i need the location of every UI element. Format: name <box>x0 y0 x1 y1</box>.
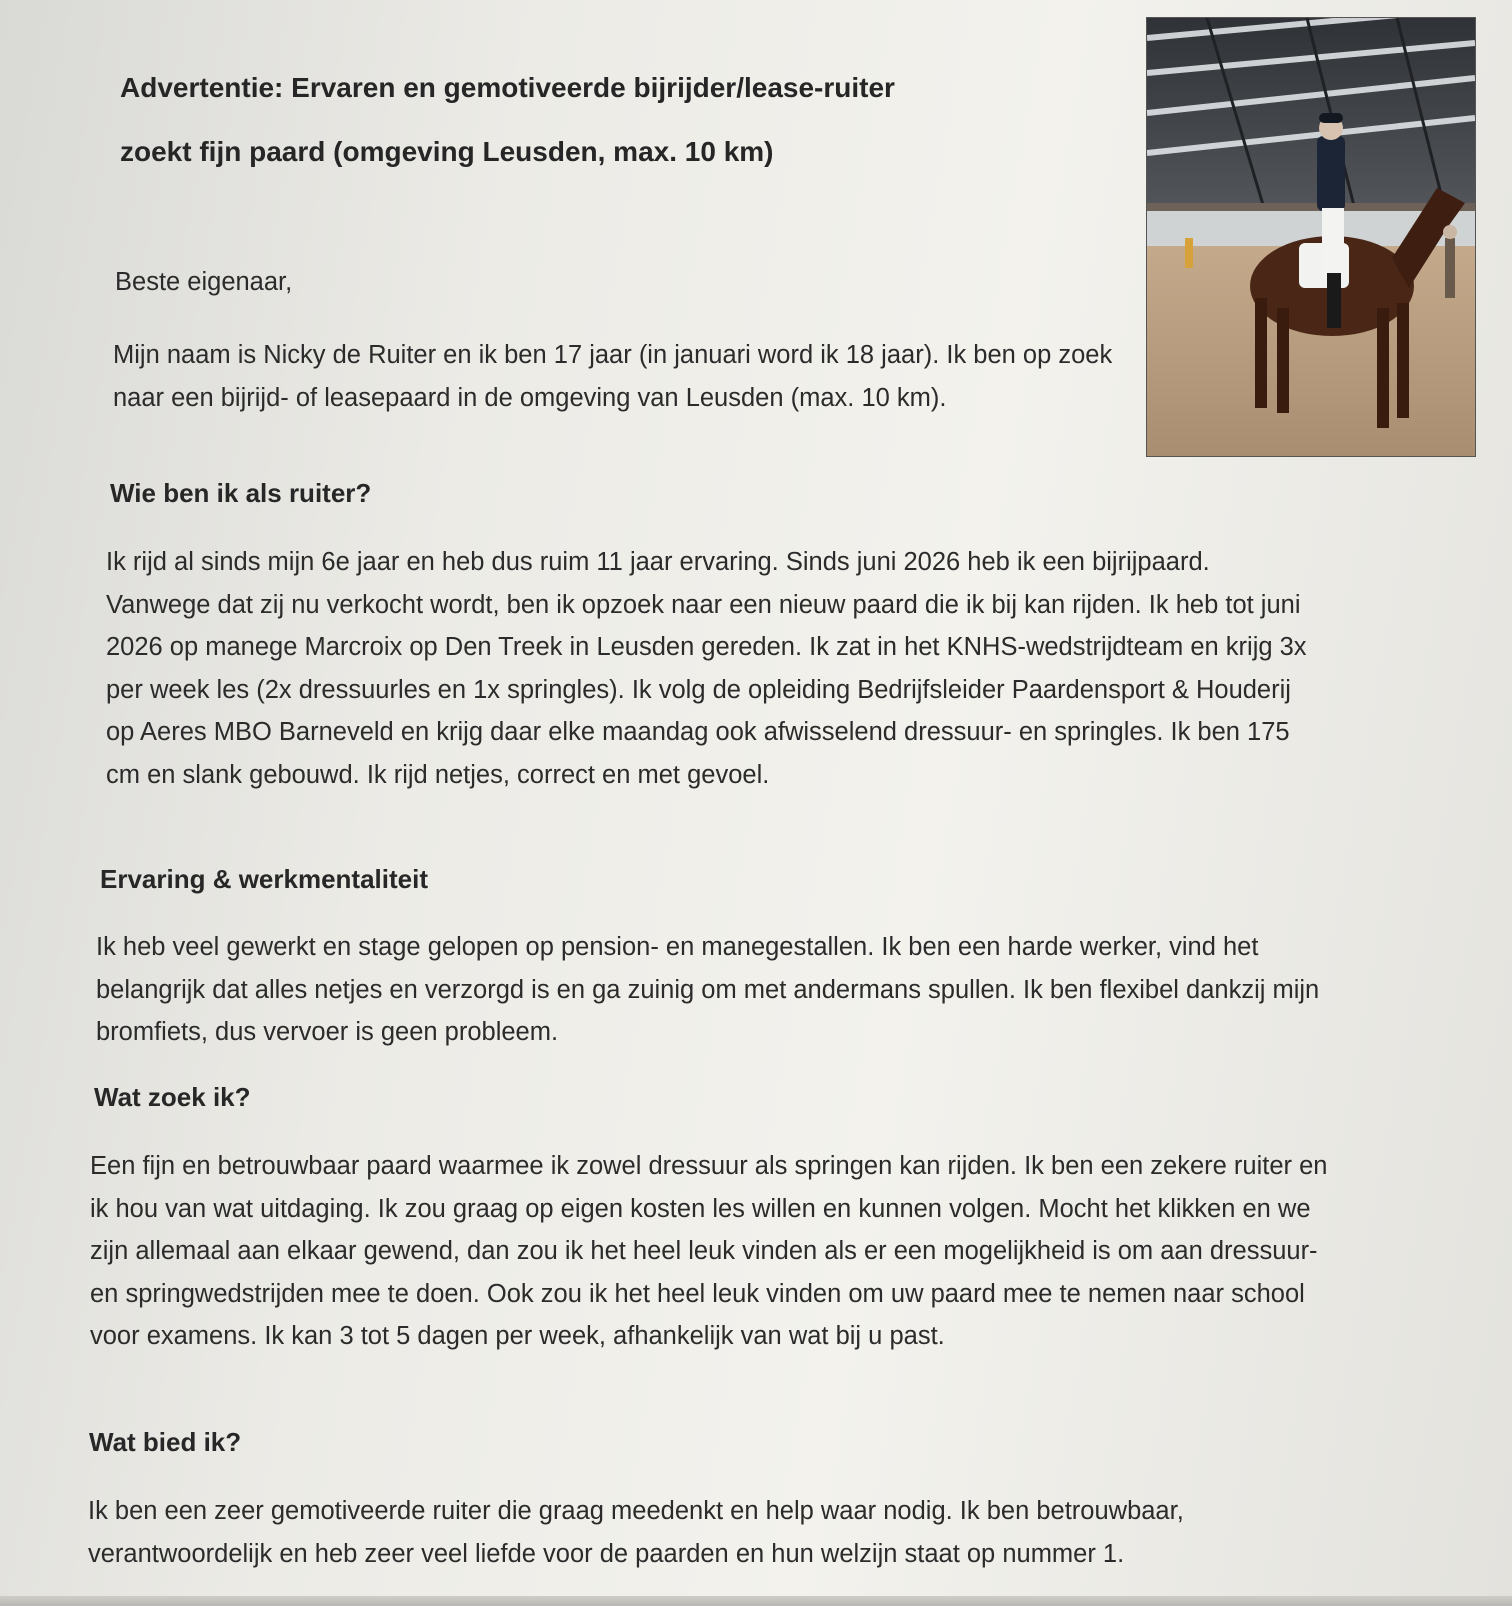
section-body-looking-for: Een fijn en betrouwbaar paard waarmee ik zowel dressuur als springen kan rijden. Ik ben een zekere ruiter en ik hou van wat uitdaging. Ik zou graag op eigen kosten les willen en kunnen volgen. Mocht het klikken en we zijn allemaal aan elkaar gewend, dan zou ik het heel leuk vinden als er een mogelijkheid is om aan dressuur- en springwedstrijden mee te doen. Ook zou ik het heel leuk vinden om uw paard mee te nemen naar school voor examens. Ik kan 3 tot 5 dagen per week, afhankelijk van wat bij u past. <box>90 1152 1328 1350</box>
greeting: Beste eigenaar, <box>115 268 293 296</box>
section-heading-offer: Wat bied ik? <box>89 1427 242 1457</box>
section-heading-experience: Ervaring & werkmentaliteit <box>100 864 428 894</box>
title-line-2: zoekt fijn paard (omgeving Leusden, max. 10 km) <box>120 136 774 167</box>
intro-paragraph: Mijn naam is Nicky de Ruiter en ik ben 17 jaar (in januari word ik 18 jaar). Ik ben op zoek naar een bijrijd- of leasepaard in de omgeving van Leusden (max. 10 km). <box>113 341 1113 412</box>
page-bottom-edge <box>0 1596 1512 1606</box>
section-body-experience: Ik heb veel gewerkt en stage gelopen op pension- en manegestallen. Ik ben een harde werker, vind het belangrijk dat alles netjes en verzorgd is en ga zuinig om met andermans spullen. Ik ben flexibel dankzij mijn bromfiets, dus vervoer is geen probleem. <box>96 933 1320 1046</box>
section-heading-rider: Wie ben ik als ruiter? <box>110 478 372 508</box>
rider-on-horse-photo <box>1146 17 1476 457</box>
rider-on-horse-illustration <box>1147 18 1475 456</box>
section-heading-looking-for: Wat zoek ik? <box>94 1082 251 1112</box>
section-body-rider: Ik rijd al sinds mijn 6e jaar en heb dus ruim 11 jaar ervaring. Sinds juni 2026 heb ik een bijrijpaard. Vanwege dat zij nu verkocht wordt, ben ik opzoek naar een nieuw paard die ik bij kan rijden. Ik heb tot juni 2026 op manege Marcroix op Den Treek in Leusden gereden. Ik zat in het KNHS-wedstrijdteam en krijg 3x per week les (2x dressuurles en 1x springles). Ik volg de opleiding Bedrijfsleider Paardensport & Houderij op Aeres MBO Barneveld en krijg daar elke maandag ook afwisselend dressuur- en springles. Ik ben 175 cm en slank gebouwd. Ik rijd netjes, correct en met gevoel. <box>106 548 1307 789</box>
section-body-offer: Ik ben een zeer gemotiveerde ruiter die graag meedenkt en help waar nodig. Ik ben betrouwbaar, verantwoordelijk en heb zeer veel liefde voor de paarden en hun welzijn staat op nummer 1. <box>88 1497 1184 1568</box>
title-line-1: Advertentie: Ervaren en gemotiveerde bijrijder/lease-ruiter <box>120 72 895 103</box>
